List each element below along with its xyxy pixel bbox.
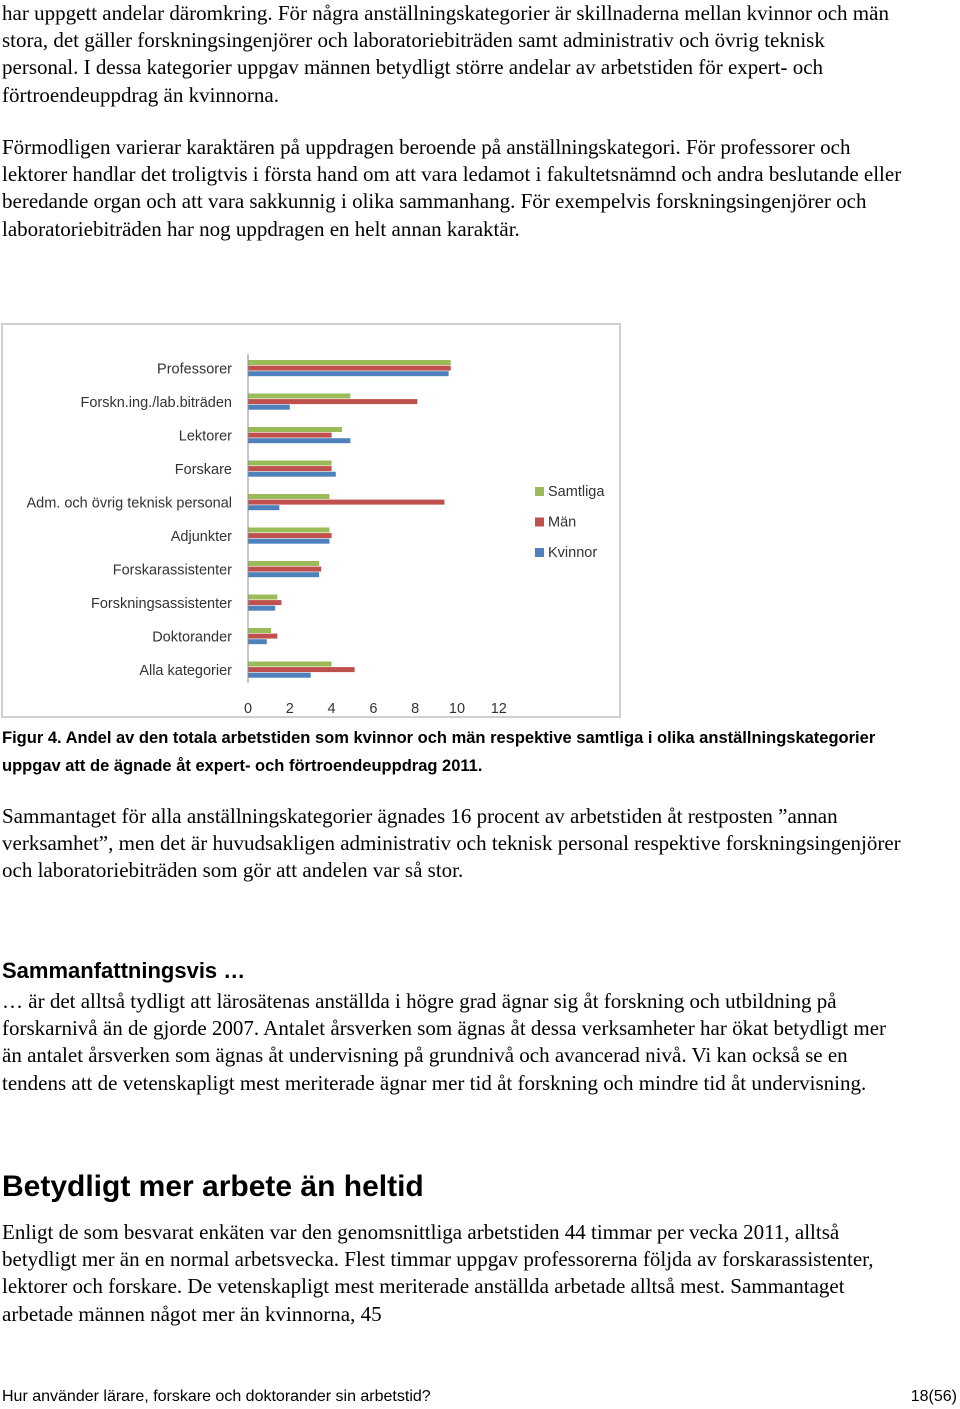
paragraph-working-hours: Enligt de som besvarat enkäten var den genomsnittliga arbetstiden 44 timmar per vecka 2011, alltså betydligt mer än en normal arbetsvecka. Flest timmar uppgav professorerna följda av forskarassistenter, lektorer och forskare. De vetenskapligt mest meriterade anställda arbetade alltså mest. Sammantaget arbetade männen något mer än kvinnorna, 45 [2, 1220, 874, 1326]
category-label: Forskarassistenter [112, 562, 232, 579]
bar-män [248, 600, 281, 605]
figure-caption-text: Andel av den totala arbetstiden som kvinnor och män respektive samtliga i olika anställningskategorier uppgav att de ägnade åt expert- och förtroendeuppdrag 2011. [2, 729, 876, 775]
x-tick-label: 4 [327, 701, 336, 716]
footer-page-number: 18(56) [910, 1388, 957, 1405]
paragraph-intro: har uppgett andelar däromkring. För några anställningskategorier är skillnaderna mellan kvinnor och män stora, det gäller forskningsingenjörer och laboratoriebiträden samt administrativ och övrig teknisk personal. I dessa kategorier uppgav männen betydligt större andelar av arbetstiden för expert- och förtroendeuppdrag än kvinnorna. [2, 1, 889, 107]
category-label: Professorer [157, 361, 232, 378]
bar-män [248, 500, 444, 505]
category-label: Adjunkter [170, 528, 232, 545]
legend-swatch-män [535, 518, 544, 527]
bar-samtliga [248, 427, 342, 432]
bar-samtliga [248, 528, 330, 533]
bar-kvinnor [248, 606, 275, 611]
paragraph-other-activity: Sammantaget för alla anställningskategorier ägnades 16 procent av arbetstiden åt restposten ”annan verksamhet”, men det är huvudsakligen administrativ och teknisk personal respektive forskningsingenjörer och laboratoriebiträden som gör att andelen var så stor. [2, 804, 901, 883]
bar-samtliga [248, 494, 330, 499]
paragraph-summary: … är det alltså tydligt att lärosätenas anställda i högre grad ägnar sig åt forskning och utbildning på forskarnivå än de gjorde 2007. Antalet årsverken som ägnas åt dessa verksamheter har ökat betydligt mer än antalet årsverken som ägnas åt undervisning på grundnivå och avancerad nivå. Vi kan också se en tendens att de vetenskapligt mest meriterade ägnar mer tid åt forskning och mindre tid åt undervisning. [2, 989, 887, 1095]
x-tick-label: 10 [448, 701, 466, 716]
bar-samtliga [248, 662, 332, 667]
bar-kvinnor [248, 472, 336, 477]
category-label: Forskare [174, 461, 232, 478]
bar-samtliga [248, 360, 451, 365]
bar-män [248, 366, 451, 371]
legend-label-kvinnor: Kvinnor [548, 545, 598, 561]
bar-samtliga [248, 461, 332, 466]
bar-män [248, 399, 417, 404]
bar-män [248, 433, 332, 438]
bar-män [248, 466, 332, 471]
category-label: Alla kategorier [139, 662, 232, 679]
x-tick-label: 12 [490, 701, 507, 716]
bar-kvinnor [248, 405, 290, 410]
figure-caption [2, 724, 902, 780]
x-tick-label: 6 [369, 701, 378, 716]
bar-kvinnor [248, 539, 330, 544]
bar-samtliga [248, 561, 319, 566]
footer-title: Hur använder lärare, forskare och doktorander sin arbetstid? [2, 1388, 431, 1405]
bar-kvinnor [248, 673, 311, 678]
category-label: Forskningsassistenter [90, 595, 232, 612]
paragraph-assignments: Förmodligen varierar karaktären på uppdragen beroende på anställningskategori. För professorer och lektorer handlar det troligtvis i första hand om att vara ledamot i fakultetsnämnd och andra beslutande eller beredande organ och att vara sakkunnig i olika sammanhang. För exempelvis forskningsingenjörer och laboratoriebiträden har nog uppdragen en helt annan karaktär. [2, 135, 902, 241]
bar-samtliga [248, 394, 350, 399]
bar-samtliga [248, 595, 277, 600]
legend-swatch-kvinnor [535, 548, 544, 557]
bar-samtliga [248, 628, 271, 633]
bar-chart [3, 325, 619, 716]
figure-caption-label: Figur 4. [2, 729, 62, 747]
heading-summary: Sammanfattningsvis … [2, 958, 246, 983]
bar-män [248, 634, 277, 639]
category-label: Lektorer [178, 428, 232, 445]
bar-kvinnor [248, 572, 319, 577]
x-tick-label: 2 [285, 701, 294, 716]
legend-label-män: Män [548, 514, 577, 531]
legend-label-samtliga: Samtliga [548, 484, 605, 500]
bar-kvinnor [248, 438, 350, 443]
bar-kvinnor [248, 639, 267, 644]
bar-män [248, 533, 332, 538]
x-tick-label: 0 [243, 701, 253, 716]
bar-män [248, 567, 321, 572]
bar-kvinnor [248, 371, 449, 376]
category-label: Forskn.ing./lab.biträden [80, 394, 232, 411]
legend-swatch-samtliga [535, 487, 544, 496]
category-label: Doktorander [152, 629, 232, 646]
x-tick-label: 8 [411, 701, 420, 716]
category-label: Adm. och övrig teknisk personal [26, 495, 232, 512]
bar-män [248, 667, 355, 672]
heading-section: Betydligt mer arbete än heltid [2, 1170, 424, 1203]
figure-4-chart [1, 323, 621, 718]
bar-kvinnor [248, 505, 279, 510]
